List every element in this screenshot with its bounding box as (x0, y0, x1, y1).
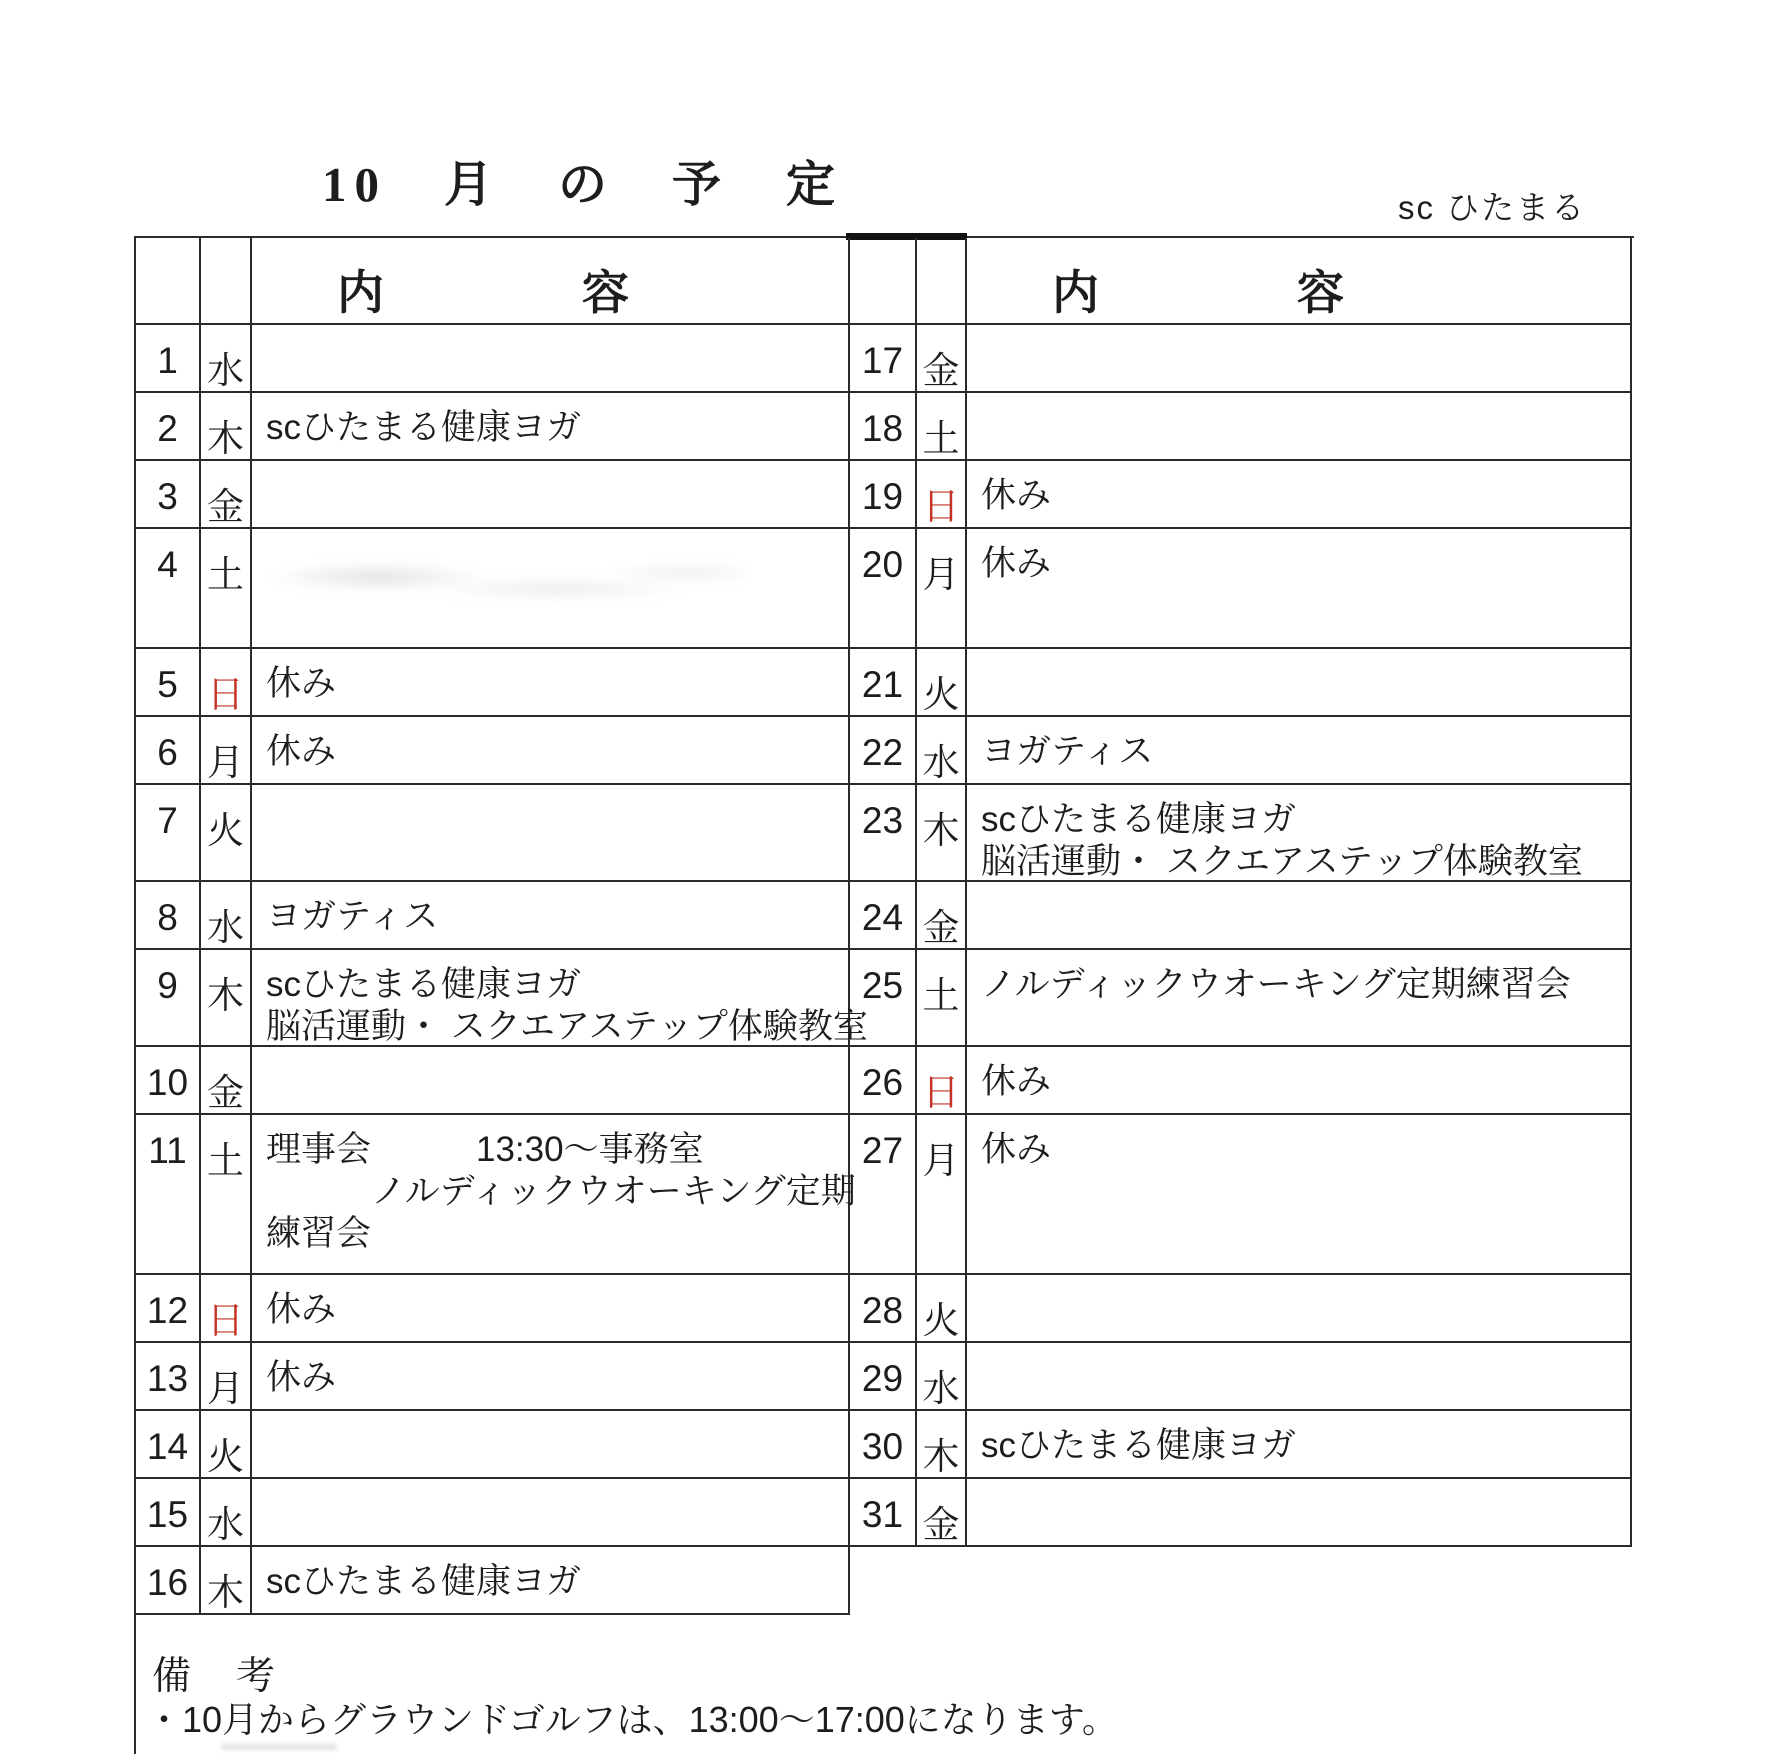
weekday-cell: 木 (201, 1547, 252, 1615)
weekday-cell: 月 (917, 1115, 967, 1275)
day-number-cell: 25 (850, 950, 917, 1047)
schedule-line: 休み (266, 1290, 337, 1329)
schedule-line: 脳活運動・ スクエアステップ体験教室 (266, 1007, 868, 1046)
weekday-cell: 木 (201, 393, 252, 461)
content-cell (967, 950, 1632, 1047)
schedule-line: ノルディックウオーキング定期 (266, 1172, 856, 1211)
schedule-line: ヨガティス (981, 732, 1154, 771)
header-weekday-cell (201, 238, 252, 325)
day-number-cell: 21 (850, 649, 917, 717)
schedule-line: scひたまる健康ヨガ (981, 800, 1297, 839)
schedule-line: ヨガティス (266, 897, 439, 936)
content-cell (967, 1479, 1632, 1547)
remarks-item: ・10月からグラウンドゴルフは、13:00～17:00になります。 (146, 1699, 1118, 1740)
schedule-line: 休み (266, 664, 337, 703)
content-cell (252, 1411, 850, 1479)
day-number-cell: 26 (850, 1047, 917, 1115)
day-number-cell: 28 (850, 1275, 917, 1343)
content-cell (252, 1547, 850, 1615)
content-cell (252, 717, 850, 785)
weekday-cell: 金 (917, 325, 967, 393)
content-cell (967, 882, 1632, 950)
day-number-cell: 3 (136, 461, 201, 529)
schedule-line: 休み (981, 1062, 1052, 1101)
content-header-cell: 内 容 (967, 238, 1632, 325)
day-number-cell: 7 (136, 785, 201, 882)
content-cell (967, 325, 1632, 393)
schedule-line: 休み (981, 476, 1052, 515)
day-number-cell: 6 (136, 717, 201, 785)
content-cell (967, 461, 1632, 529)
weekday-cell: 金 (917, 1479, 967, 1547)
weekday-cell: 火 (201, 785, 252, 882)
weekday-cell: 土 (201, 529, 252, 649)
weekday-cell: 水 (201, 1479, 252, 1547)
content-cell (252, 1047, 850, 1115)
scan-artifact (222, 1744, 337, 1750)
weekday-cell: 木 (917, 785, 967, 882)
content-cell (967, 785, 1632, 882)
day-number-cell: 13 (136, 1343, 201, 1411)
day-number-cell: 15 (136, 1479, 201, 1547)
day-number-cell: 29 (850, 1343, 917, 1411)
content-cell (967, 717, 1632, 785)
weekday-cell: 日 (917, 1047, 967, 1115)
header-day-cell (136, 238, 201, 325)
content-cell (252, 950, 868, 1047)
weekday-cell: 火 (917, 1275, 967, 1343)
weekday-cell: 木 (201, 950, 252, 1047)
weekday-cell: 火 (201, 1411, 252, 1479)
day-number-cell: 14 (136, 1411, 201, 1479)
schedule-line: scひたまる健康ヨガ (266, 408, 582, 447)
schedule-line: scひたまる健康ヨガ (266, 1562, 582, 1601)
day-number-cell: 27 (850, 1115, 917, 1275)
page-title: 10 月 の 予 定 (322, 157, 844, 212)
day-number-cell: 5 (136, 649, 201, 717)
content-cell (967, 1047, 1632, 1115)
content-cell (967, 649, 1632, 717)
day-number-cell: 20 (850, 529, 917, 649)
header-day-cell (850, 238, 917, 325)
schedule-line: 休み (266, 732, 337, 771)
day-number-cell: 10 (136, 1047, 201, 1115)
content-cell (967, 1115, 1632, 1275)
schedule-line: scひたまる健康ヨガ (981, 1426, 1297, 1465)
weekday-cell: 金 (201, 1047, 252, 1115)
content-cell (967, 1343, 1632, 1411)
weekday-cell: 日 (917, 461, 967, 529)
day-number-cell: 4 (136, 529, 201, 649)
schedule-line: 理事会 13:30～事務室 (266, 1130, 704, 1169)
weekday-cell: 月 (201, 1343, 252, 1411)
day-number-cell: 8 (136, 882, 201, 950)
weekday-cell: 金 (917, 882, 967, 950)
weekday-cell: 金 (201, 461, 252, 529)
content-cell (252, 1479, 850, 1547)
day-number-cell: 12 (136, 1275, 201, 1343)
weekday-cell: 水 (917, 717, 967, 785)
schedule-line: 休み (266, 1358, 337, 1397)
schedule-line: 休み (981, 1130, 1052, 1169)
content-cell (252, 393, 850, 461)
remarks-heading: 備 考 (152, 1655, 279, 1698)
weekday-cell: 日 (201, 649, 252, 717)
content-cell (967, 1275, 1632, 1343)
weekday-cell: 水 (917, 1343, 967, 1411)
day-number-cell: 22 (850, 717, 917, 785)
content-cell (252, 882, 850, 950)
content-cell (252, 785, 850, 882)
header-weekday-cell (917, 238, 967, 325)
content-cell (967, 393, 1632, 461)
content-cell (967, 529, 1632, 649)
schedule-line: scひたまる健康ヨガ (266, 965, 582, 1004)
content-cell (252, 461, 850, 529)
weekday-cell: 木 (917, 1411, 967, 1479)
org-name: sc ひたまる (1398, 189, 1587, 226)
weekday-cell: 水 (201, 882, 252, 950)
day-number-cell: 19 (850, 461, 917, 529)
weekday-cell: 月 (917, 529, 967, 649)
weekday-cell: 日 (201, 1275, 252, 1343)
day-number-cell: 16 (136, 1547, 201, 1615)
day-number-cell: 2 (136, 393, 201, 461)
day-number-cell: 17 (850, 325, 917, 393)
schedule-table (136, 238, 1632, 1615)
content-cell (967, 1411, 1632, 1479)
day-number-cell: 30 (850, 1411, 917, 1479)
day-number-cell: 24 (850, 882, 917, 950)
erased-handwriting-smudge (255, 545, 745, 625)
schedule-line: 休み (981, 544, 1052, 583)
schedule-line: 脳活運動・ スクエアステップ体験教室 (981, 842, 1583, 881)
weekday-cell: 土 (917, 950, 967, 1047)
content-cell (252, 325, 850, 393)
day-number-cell: 18 (850, 393, 917, 461)
content-cell (252, 1343, 850, 1411)
weekday-cell: 水 (201, 325, 252, 393)
weekday-cell: 火 (917, 649, 967, 717)
weekday-cell: 土 (917, 393, 967, 461)
day-number-cell: 23 (850, 785, 917, 882)
day-number-cell: 1 (136, 325, 201, 393)
content-cell (252, 1275, 850, 1343)
day-number-cell: 31 (850, 1479, 917, 1547)
content-cell (252, 1115, 856, 1275)
schedule-line: ノルディックウオーキング定期練習会 (981, 965, 1571, 1004)
schedule-line: 練習会 (266, 1214, 372, 1253)
weekday-cell: 土 (201, 1115, 252, 1275)
day-number-cell: 9 (136, 950, 201, 1047)
content-header-cell: 内 容 (252, 238, 850, 325)
content-cell (252, 649, 850, 717)
weekday-cell: 月 (201, 717, 252, 785)
day-number-cell: 11 (136, 1115, 201, 1275)
